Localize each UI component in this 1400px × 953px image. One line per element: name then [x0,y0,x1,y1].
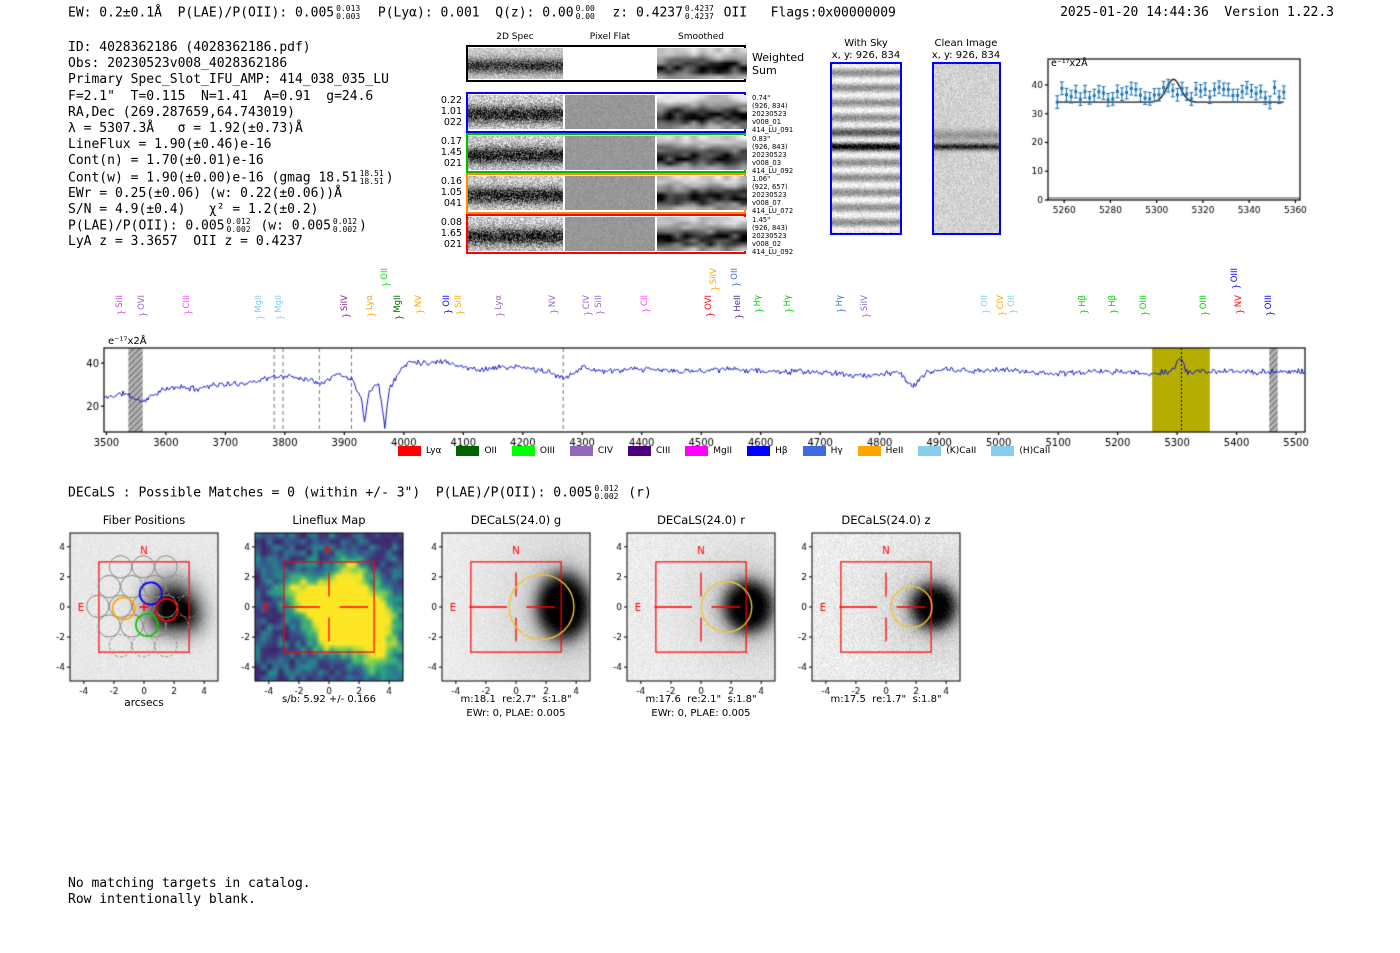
decals-supsub [594,485,618,501]
meta-line: 20230523 [752,231,787,240]
meta-line: 20230523 [752,150,787,159]
legend-item-civ [570,446,613,456]
legend-label: CIII [656,446,671,456]
line-marker-brace: { [996,310,1007,317]
info-supsub [333,218,357,234]
meta-line: (926, 843) [752,142,788,151]
decals-sup: 0.012 [594,484,619,493]
info-line-3 [68,72,394,88]
decals-match-summary [68,485,652,501]
info-text: (w: 0.005 [252,218,331,234]
legend-swatch [685,446,708,456]
legend-label: (H)CaII [1019,446,1051,456]
line-marker-label: NV [548,295,558,308]
stat-line: 1.01 [440,106,462,117]
smoothed-image-row3 [657,176,747,210]
stat-line: 041 [443,198,462,209]
legend-swatch [747,446,770,456]
line-marker-brace: { [1108,308,1119,315]
cutout-title-decals_r: DECaLS(24.0) r [657,513,745,527]
legend-label: Hβ [775,446,788,456]
2d-spec-image-row0 [468,48,563,79]
pixel-flat-image-row1 [565,95,655,129]
stat-line: 022 [443,117,462,128]
line-marker-label: MgII [254,295,264,313]
meta-line: (926, 843) [752,223,788,232]
lineflux-panel-image [233,529,433,709]
line-marker-ovi [135,295,149,318]
timestamp-version: 2025-01-20 14:44:36 Version 1.22.3 [1060,5,1334,20]
header-text: EW: 0.2±0.1Å [68,5,178,21]
meta-line: 414_LU_092 [752,166,794,175]
legend-item-lyα [398,446,441,456]
cutout-title-decals_z: DECaLS(24.0) z [841,513,931,527]
line-marker-siiv [858,295,872,319]
cutout-caption-decals_r-1: EWr: 0, PLAE: 0.005 [651,708,751,719]
line-marker-brace: { [733,313,744,320]
line-marker-hβ [1076,295,1090,315]
legend-swatch [456,446,479,456]
2d-spec-image-row4 [468,217,563,251]
line-marker-oiii [1228,268,1242,290]
line-marker-mgii [252,295,266,321]
smoothed-image-row4 [657,217,747,251]
meta-line: (926, 834) [752,102,788,110]
line-marker-brace: { [730,281,741,288]
header-text: z: 0.4237 [596,5,683,21]
line-marker-brace: { [115,309,126,316]
pixel-flat-image-row0 [565,48,655,79]
legend-swatch [803,446,826,456]
spectrum-legend [398,446,1050,456]
line-marker-label: SiIV [709,268,719,285]
line-marker-oii [728,268,742,288]
decals-text: (r) [620,485,652,501]
line-marker-brace: { [582,310,593,317]
info-sub: 0.002 [226,225,251,235]
meta-line: 20230523 [752,191,787,199]
info-text: EWr = 0.25(±0.06) (w: 0.22(±0.06))Å [68,185,342,201]
line-marker-label: OII [442,295,452,307]
meta-line: (922, 657) [752,183,788,191]
line-marker-brace: { [494,311,505,317]
cutout-caption-decals_g-1: EWr: 0, PLAE: 0.005 [466,708,566,719]
line-marker-brace: { [1234,308,1245,315]
decals-text: DECaLS : Possible Matches = 0 (within +/- 3") P(LAE)/P(OII): 0.005 [68,485,593,501]
line-marker-label: OII [1007,295,1017,307]
smoothed-image-row2 [657,136,747,170]
line-marker-brace: { [137,311,148,318]
line-marker-label: CIII [182,295,192,309]
line-marker-label: CII [640,295,650,306]
legend-swatch [512,446,535,456]
footer-line-1: No matching targets in catalog. [68,876,311,891]
header-sub: 0.003 [336,12,361,21]
info-text: S/N = 4.9(±0.4) χ² = 1.2(±0.2) [68,201,319,217]
line-marker-hγ [781,295,795,314]
stat-line: 1.65 [440,227,462,239]
info-text: Cont(n) = 1.70(±0.01)e-16 [68,153,264,169]
line-marker-label: SiII [454,295,464,308]
line-marker-label: MgII [274,295,284,313]
footer-line-2: Row intentionally blank. [68,891,256,907]
info-line-7 [68,137,394,153]
2d-spec-image-row1 [468,95,563,129]
line-marker-brace: { [1007,308,1018,315]
row-left-stats-1 [436,95,462,128]
line-marker-label: SiIV [340,295,350,312]
info-text: P(LAE)/P(OII): 0.005 [68,218,225,234]
info-text: LineFlux = 1.90(±0.46)e-16 [68,137,272,153]
line-marker-brace: { [380,281,391,288]
2d-spec-image-row2 [468,136,563,170]
info-line-5 [68,105,394,121]
header-supsub [576,5,595,21]
cutout-caption-decals_g-0: m:18.1 re:2.7" s:1.8" [460,694,572,705]
line-marker-hγ [751,295,765,314]
line-marker-brace: { [365,311,376,317]
grid-col-header: Pixel Flat [589,32,631,42]
meta-line: v008_07 [752,199,782,207]
line-marker-brace: { [1199,310,1210,317]
cutout-caption-decals_z-0: m:17.5 re:1.7" s:1.8" [830,694,942,705]
line-marker-brace: { [835,308,846,314]
legend-item-heii [858,446,904,456]
line-marker-brace: { [182,310,193,316]
header-text: P(Lyα): 0.001 [362,5,496,21]
header-text: OII Flags:0x00000009 [715,5,896,21]
info-text: Cont(w) = 1.90(±0.00)e-16 (gmag 18.51 [68,170,358,185]
stat-line: 0.16 [440,176,462,187]
catalog-match-footer [68,876,311,907]
info-text: ID: 4028362186 (4028362186.pdf) [68,40,311,55]
meta-line: 0.83" [752,134,771,143]
stat-line: 0.22 [440,95,462,106]
line-marker-label: OII [980,295,990,307]
header-sub: 0.00 [575,12,595,21]
line-marker-siiv [338,295,352,319]
info-text: Primary Spec_Slot_IFU_AMP: 414_038_035_LU [68,72,389,88]
row-right-meta-3 [752,175,793,215]
line-marker-label: CIV [996,295,1006,310]
header-supsub [685,5,714,21]
info-supsub [227,218,251,234]
fiber-panel-image [48,529,248,709]
stat-line: 021 [443,238,462,250]
stat-line: 0.17 [440,135,462,147]
line-marker-brace: { [414,308,425,315]
legend-label: OII [484,446,497,456]
header-sub: 0.4237 [684,12,714,21]
line-marker-brace: { [709,285,720,292]
row-right-meta-4 [752,216,793,256]
legend-swatch [570,446,593,456]
legend-label: (K)CaII [946,446,977,456]
line-marker-nv [546,295,560,315]
header-text: Q(z): 0.00 [495,5,574,21]
info-line-9 [68,170,394,186]
info-supsub [360,170,384,186]
weighted-sum-line: Weighted [752,51,805,64]
line-marker-brace: { [454,309,465,316]
line-marker-label: SiII [594,295,604,308]
row-left-stats-3 [436,176,462,209]
line-marker-cii [638,295,652,314]
line-marker-oiii [1197,295,1211,317]
stat-line: 1.05 [440,187,462,198]
line-marker-siii [592,295,606,316]
info-line-11 [68,202,394,218]
line-marker-siiv [707,268,721,292]
line-marker-label: Hβ [1108,295,1118,307]
meta-line: 414_LU_091 [752,126,794,134]
line-marker-label: OVI [137,295,147,310]
line-marker-mgii [272,295,286,321]
cutout-caption-decals_r-0: m:17.6 re:2.1" s:1.8" [645,694,757,705]
legend-label: HeII [885,446,904,456]
line-marker-siii [452,295,466,316]
line-marker-brace: { [1078,308,1089,315]
line-marker-label: Lyα [494,295,504,310]
legend-label: CIV [597,446,614,456]
line-marker-brace: { [860,312,871,319]
cutout-xlabel: arcsecs [124,697,164,709]
legend-label: Lyα [426,446,442,456]
decals_g-panel-image [420,529,620,709]
line-marker-ovi [702,295,716,318]
line-marker-lyα [363,295,377,318]
clean-image-header [896,38,1036,61]
meta-line: 414_LU_092 [752,247,794,256]
cutout-caption-lineflux-0: s/b: 5.92 +/- 0.166 [281,694,377,705]
meta-line: 414_LU_072 [752,207,794,215]
line-marker-ciii [180,295,194,316]
grid-col-header: Smoothed [678,32,724,42]
line-marker-hγ [833,295,847,314]
info-line-6 [68,121,394,137]
line-marker-label: OIII [1199,295,1209,310]
line-marker-label: OII [380,268,390,280]
legend-label: MgII [713,446,733,456]
with-sky-image [832,64,900,233]
stat-line: 021 [443,157,462,169]
main-spectrum-chart [60,335,1330,460]
legend-swatch [398,446,421,456]
smoothed-image-row1 [657,95,747,129]
stat-line: 1.45 [440,146,462,158]
line-marker-lyα [492,295,506,318]
info-line-10 [68,186,394,202]
info-line-12 [68,218,394,234]
meta-line: 1.45" [752,215,771,224]
line-marker-brace: { [594,309,605,316]
info-line-4 [68,89,394,105]
info-text: λ = 5307.3Å σ = 1.92(±0.73)Å [68,120,303,136]
meta-line: v008_01 [752,118,782,126]
info-sup: 0.012 [226,217,251,227]
legend-item-(k)caii [918,446,976,456]
legend-item-hβ [747,446,788,456]
2d-spec-image-row3 [468,176,563,210]
line-marker-label: Hγ [783,295,793,307]
row-right-meta-1 [752,94,793,134]
line-marker-nv [1232,295,1246,315]
line-marker-oiii [1137,295,1151,317]
meta-line: 0.74" [752,94,771,102]
line-marker-mgii [391,295,405,321]
cutout-title-lineflux: Lineflux Map [292,513,366,527]
line-marker-label: OVI [704,295,714,310]
meta-line: v008_02 [752,239,782,248]
legend-swatch [628,446,651,456]
legend-swatch [918,446,941,456]
row-left-stats-2 [436,136,462,169]
header-sup: 0.4237 [684,4,714,13]
detection-info-block [68,40,394,250]
line-marker-brace: { [548,308,559,315]
clean-image-header-coords: x, y: 926, 834 [931,49,1001,61]
with-sky-header-title: With Sky [844,38,888,49]
legend-item-oii [456,446,496,456]
decals-sub: 0.002 [594,492,619,501]
line-marker-brace: { [274,314,285,321]
line-marker-siii [113,295,127,316]
legend-label: OIII [539,446,555,456]
line-marker-label: NV [414,295,424,308]
line-marker-hβ [1106,295,1120,315]
line-marker-label: SiII [115,295,125,308]
info-line-1 [68,40,394,56]
line-marker-label: SiIV [860,295,870,312]
decals_r-panel-image [605,529,805,709]
line-marker-brace: { [783,308,794,314]
meta-line: 20230523 [752,110,787,118]
line-marker-oii [378,268,392,288]
line-marker-brace: { [442,308,453,315]
line-marker-label: Lyα [365,295,375,310]
line-marker-brace: { [1264,310,1275,317]
line-marker-oii [1005,295,1019,315]
with-sky-header-coords: x, y: 926, 834 [831,49,901,61]
info-text: LyA z = 3.3657 OII z = 0.4237 [68,234,303,250]
line-marker-label: OII [730,268,740,280]
pixel-flat-image-row3 [565,176,655,210]
line-marker-label: Hβ [1078,295,1088,307]
line-marker-label: NV [1234,295,1244,308]
stat-line: 0.08 [440,216,462,228]
header-text: P(LAE)/P(OII): 0.005 [177,5,335,21]
line-marker-label: Hγ [835,295,845,307]
header-supsub [336,5,360,21]
decals_z-panel-image [790,529,990,709]
cutout-title-decals_g: DECaLS(24.0) g [470,513,562,527]
legend-label: Hγ [830,446,843,456]
line-marker-label: OIII [1264,295,1274,310]
pixel-flat-image-row4 [565,217,655,251]
info-line-2 [68,56,394,72]
weighted-sum-line: Sum [752,64,777,77]
legend-item-(h)caii [991,446,1050,456]
row-left-stats-4 [436,217,462,250]
line-marker-brace: { [1230,283,1241,290]
line-marker-oiii [1262,295,1276,317]
line-marker-brace: { [980,308,991,315]
info-text: ) [359,218,367,234]
header-sup: 0.00 [575,4,595,13]
report-summary-header [68,5,896,21]
grid-col-header: 2D Spec [496,32,534,42]
cutout-title-fiber: Fiber Positions [102,513,186,527]
line-marker-brace: { [254,314,265,321]
line-marker-brace: { [753,308,764,314]
row-right-meta-2 [752,135,793,175]
line-marker-nv [412,295,426,315]
meta-line: v008_03 [752,158,782,167]
info-text: RA,Dec (269.287659,64.743019) [68,104,295,120]
line-marker-brace: { [704,311,715,318]
line-marker-brace: { [393,314,404,321]
legend-swatch [858,446,881,456]
info-text: F=2.1" T=0.115 N=1.41 A=0.91 g=24.6 [68,88,374,104]
clean-image-header-title: Clean Image [934,38,998,49]
smoothed-image-row0 [657,48,747,79]
meta-line: 1.06" [752,175,771,183]
line-marker-brace: { [640,307,651,314]
info-text: Obs: 20230523v008_4028362186 [68,56,288,72]
line-marker-label: HeII [733,295,743,312]
info-line-13 [68,234,394,250]
pixel-flat-image-row2 [565,136,655,170]
line-marker-oii [978,295,992,315]
legend-item-ciii [628,446,670,456]
legend-item-hγ [803,446,843,456]
info-sub: 18.51 [359,176,384,186]
info-text: ) [385,170,394,185]
line-marker-label: Hγ [753,295,763,307]
info-sup: 0.012 [332,217,358,227]
info-sup: 18.51 [359,168,384,178]
legend-item-oiii [512,446,555,456]
line-marker-heii [731,295,745,320]
line-marker-label: CIV [582,295,592,310]
inset-spectrum-chart [1025,52,1335,222]
line-marker-label: MgII [393,295,403,313]
line-marker-brace: { [1139,310,1150,317]
header-sup: 0.013 [336,4,361,13]
info-line-8 [68,153,394,169]
legend-swatch [991,446,1014,456]
clean-image [934,64,999,233]
legend-item-mgii [685,446,732,456]
line-marker-label: OIII [1230,268,1240,283]
line-marker-brace: { [340,312,351,319]
line-marker-label: OIII [1139,295,1149,310]
info-sub: 0.002 [332,225,358,235]
